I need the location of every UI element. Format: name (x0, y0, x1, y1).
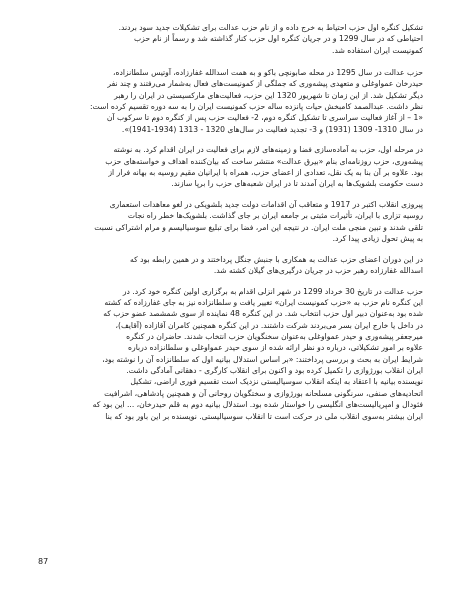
document-body (38, 22, 423, 431)
text-line: نظر داشت. عبدالصمد کامبخش حیات پانزده ساله حزب کمونیست ایران را به سه دوره تقسیم کرده است: (89, 102, 423, 112)
text-line: به پیش تحول زیادی پیدا کرد. (332, 234, 423, 244)
paragraph (38, 286, 423, 422)
paragraph (38, 199, 423, 244)
text-line: فئودال و امپریالیست‌های انگلیسی را خواستار شده بود. استدلال بیانیه دوم به قلم حیدرخان، ... این بود که (92, 400, 423, 410)
text-line: حیدرخان عمواوغلی و متعهدی پیشه‌وری که جملگی از کمونیست‌های فعال به‌شمار می‌رفتند و چند نفر (107, 79, 423, 89)
text-line: ایران انقلاب بورژوازی را تکمیل کرده بود و اکنون برای انقلاب کارگری - دهقانی آمادگی داشت. (126, 366, 423, 376)
text-line: اتحادیه‌های صنفی، سرنگونی مسلحانه بورژوازی و سختگویان روحانی آن و همچنین پادشاهی، اشرافیت (104, 388, 423, 398)
text-line: در این دوران اعضای حزب عدالت به همکاری با جنبش جنگل پرداختند و در همین رابطه بود که (130, 254, 423, 264)
text-line: ایران بیشتر به‌سوی انقلاب ملی در حرکت است تا انقلاب سوسیالیستی. نویسنده بر این باور بود که بنا (105, 411, 423, 421)
text-line: در داخل یا خارج ایران بسر می‌بردند شرکت داشتند. در این کنگره همچنین کامران آقازاده (آقایف)، (115, 320, 423, 330)
text-line: میرجعفر پیشه‌وری و حیدر عمواوغلی به‌عنوان سخنگویان حزب انتخاب شدند. حاضران در کنگره (126, 332, 423, 342)
text-line: این کنگره نام حزب به «حزب کمونیست ایران» تغییر یافت و سلطانزاده نیز به جای غفارزاده که کشته (104, 298, 423, 308)
text-line: دست حکومت بلشویک‌ها به ایران آمدند تا در ایران شعبه‌های حزب را برپا سازند. (171, 179, 423, 189)
paragraph (38, 144, 423, 189)
page-number: 87 (38, 557, 49, 566)
text-line: نویسنده بیانیه با اعتقاد به اینکه انقلاب سوسیالیستی نزدیک است تقسیم فوری اراضی، تشکیل (130, 377, 423, 387)
paragraph (38, 254, 423, 277)
text-line: حزب عدالت در سال 1295 در محله صابونچی باکو و به همت اسدالله غفارزاده، آوتیس سلطانزاده، (113, 68, 423, 78)
text-line: تشکیل کنگره اول حزب احتیاط به خرج داده و از نام حزب عدالت برای تشکیلات جدید سود بردند. (118, 23, 423, 32)
text-line: روسیه تزاری با ایران، تأثیرات مثبتی بر جامعه ایران بر جای گذاشت. بلشویک‌ها خطر راه نجات (127, 211, 423, 221)
text-line: پیشه‌وری، حزب روزنامه‌ای بنام «بیرق عدالت» منتشر ساخت که بیان‌کننده اهداف و خواسته‌های حزب (105, 156, 423, 166)
text-line: در سال 1310- 1309 (1931) و 3- تجدید فعالیت در سال‌های 1320 - 1313 (1934-1941)». (121, 124, 423, 134)
text-line: حزب عدالت در تاریخ 30 خرداد 1299 در شهر انزلی اقدام به برگزاری اولین کنگره خود کرد. در (122, 286, 423, 296)
text-line: شده بود به‌عنوان دبیر اول حزب انتخاب شد. در این کنگره 48 نماینده از سوی شمشصد عضو حزب که (103, 309, 423, 319)
paragraph (38, 67, 423, 135)
text-line: احتیاطی که در سال 1299 و در جریان کنگره اول حزب کنار گذاشته شد و رسماً از نام حزب (133, 34, 423, 44)
text-line: دیگر تشکیل شد. از این زمان تا شهریور 1320 این حزب، فعالیت‌های مارکسیستی در ایران را رهبر (114, 90, 423, 100)
text-line: پیروزی انقلاب اکتبر در 1917 و متعاقب آن اقدامات دولت جدید بلشویکی در لغو معاهدات استعماری (109, 200, 423, 210)
text-line: شرایط ایران به بحث و بررسی پرداختند: «بر اساس استدلال بیانیه اول که سلطانزاده آن را نوشته بود، (102, 354, 423, 364)
text-line: علاوه بر امور تشکیلاتی، درباره دو نظر ارائه شده از سوی حیدر عمواوغلی و سلطانزاده درباره (128, 343, 423, 353)
text-line: اسدالله غفارزاده رهبر حزب در جریان درگیری‌های گیلان کشته شد. (213, 266, 423, 276)
text-line: بود. علاوه بر آن بنا به یک نقل، تعدادی از اعضای حزب، همراه با ایرانیان مقیم روسیه به بهانه فرار از (108, 168, 423, 178)
text-line: کمونیست ایران استفاده شد. (332, 45, 423, 55)
text-line: «1 – از آغاز فعالیت سراسری تا تشکیل کنگره دوم، 2- فعالیت حزب پس از کنگره دوم تا سرکوب آن (106, 113, 423, 123)
text-line: در مرحله اول، حزب به آماده‌سازی فضا و زمینه‌های لازم برای فعالیت در ایران اقدام کرد. به نوشته (113, 145, 423, 155)
paragraph (38, 22, 423, 56)
text-line: تلقی شدند و تبین منجی ملت ایران. در نتیجه این امر، فضا برای تبلیغ سوسیالیسم و مرام اشتراکی نسبت (94, 222, 423, 232)
